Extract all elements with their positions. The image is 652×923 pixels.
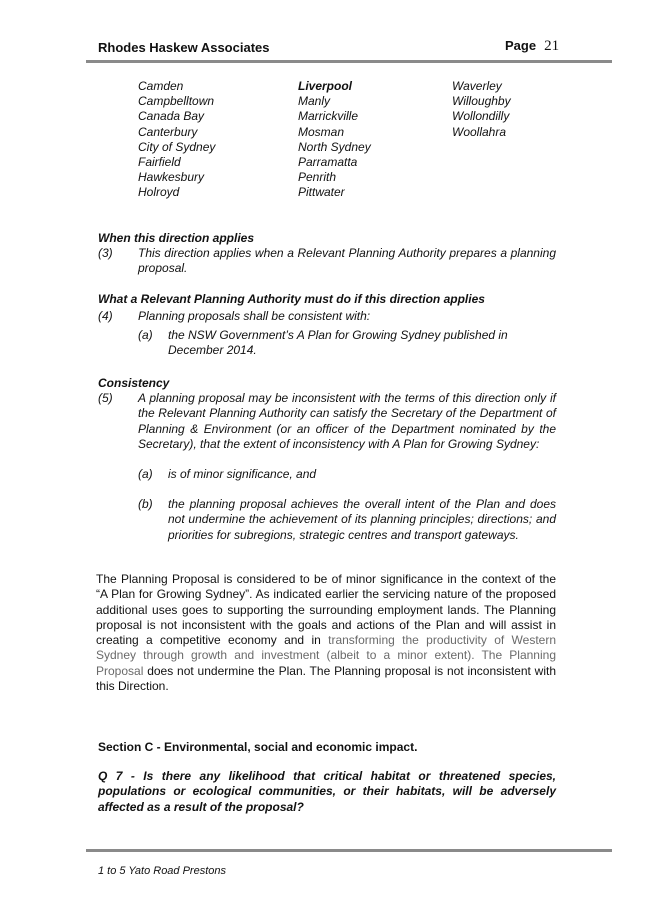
council-item: Wollondilly	[452, 109, 510, 124]
must-do-heading: What a Relevant Planning Authority must do if this direction applies	[98, 292, 485, 306]
page-label: Page	[505, 38, 537, 53]
applies-heading: When this direction applies	[98, 231, 255, 245]
clause-number: (5)	[98, 391, 113, 405]
header-rule	[86, 60, 612, 63]
must-do-text: Planning proposals shall be consistent with:	[138, 309, 371, 323]
council-item: Campbelltown	[138, 94, 215, 109]
clause-number: (3)	[98, 246, 113, 260]
council-item: Waverley	[452, 79, 502, 93]
council-item: Woollahra	[452, 124, 507, 139]
council-item: Parramatta	[298, 155, 358, 170]
council-item: Camden	[138, 79, 184, 93]
council-item: Hawkesbury	[138, 170, 205, 185]
consistency-b-text: the planning proposal achieves the overall intent of the Plan and does not undermine the achievement of its planning principles; directions; and priorities for subregions, strategic centres and transport gateways.	[168, 497, 556, 542]
council-item: Holroyd	[138, 185, 180, 200]
consistency-heading: Consistency	[98, 376, 170, 390]
footer-rule	[86, 849, 612, 852]
body-paragraph	[96, 572, 556, 694]
section-c-heading: Section C - Environmental, social and economic impact.	[98, 740, 418, 754]
council-column-1	[138, 79, 215, 201]
clause-number: (4)	[98, 309, 113, 323]
council-item: Liverpool	[298, 79, 353, 93]
council-item: Canterbury	[138, 124, 198, 139]
council-item: North Sydney	[298, 139, 371, 154]
council-column-2	[298, 79, 371, 201]
consistency-a-text: is of minor significance, and	[168, 467, 317, 481]
body-part-3: does not undermine the Plan. The Planning proposal is not inconsistent with this Direction.	[96, 663, 556, 694]
council-item: Manly	[298, 94, 331, 109]
body-part-2: transforming the productivity of Western Sydney through growth and investment (albeit to a minor extent). The Planning Proposal	[96, 633, 556, 678]
council-column-3	[452, 79, 511, 140]
council-item: Fairfield	[138, 155, 181, 170]
consistency-text: A planning proposal may be inconsistent with the terms of this direction only if the Relevant Planning Authority can satisfy the Secretary of the Department of Planning & Environment (or an officer of the Department nominated by the Secretary), that the extent of inconsistency with A Plan for Growing Sydney:	[138, 391, 556, 451]
question-7: Q 7 - Is there any likelihood that critical habitat or threatened species, populations or ecological communities, or their habitats, will be adversely affected as a result of the proposal?	[98, 769, 556, 814]
council-item: Marrickville	[298, 109, 358, 124]
applies-text: This direction applies when a Relevant Planning Authority prepares a planning proposal.	[138, 246, 556, 276]
subclause-number: (a)	[138, 467, 153, 481]
council-item: City of Sydney	[138, 139, 216, 154]
header-company: Rhodes Haskew Associates	[98, 40, 270, 55]
council-item: Willoughby	[452, 94, 511, 109]
subclause-number: (a)	[138, 328, 153, 342]
must-do-subtext: the NSW Government’s A Plan for Growing Sydney published in December 2014.	[168, 328, 508, 358]
council-item: Pittwater	[298, 185, 345, 200]
page-number: 21	[544, 38, 560, 54]
subclause-number: (b)	[138, 497, 153, 511]
council-item: Mosman	[298, 124, 345, 139]
council-item: Canada Bay	[138, 109, 205, 124]
footer-text: 1 to 5 Yato Road Prestons	[98, 865, 227, 877]
header-page	[505, 38, 559, 55]
body-part-1: The Planning Proposal is considered to be of minor significance in the context of the “A Plan for Growing Sydney”. As indicated earlier the servicing nature of the proposed additional uses goes to supporting the surrounding employment lands. The Planning proposal is not inconsistent with the goals and actions of the Plan and will assist in creating a competitive economy and in	[96, 572, 556, 648]
council-item: Penrith	[298, 170, 337, 185]
